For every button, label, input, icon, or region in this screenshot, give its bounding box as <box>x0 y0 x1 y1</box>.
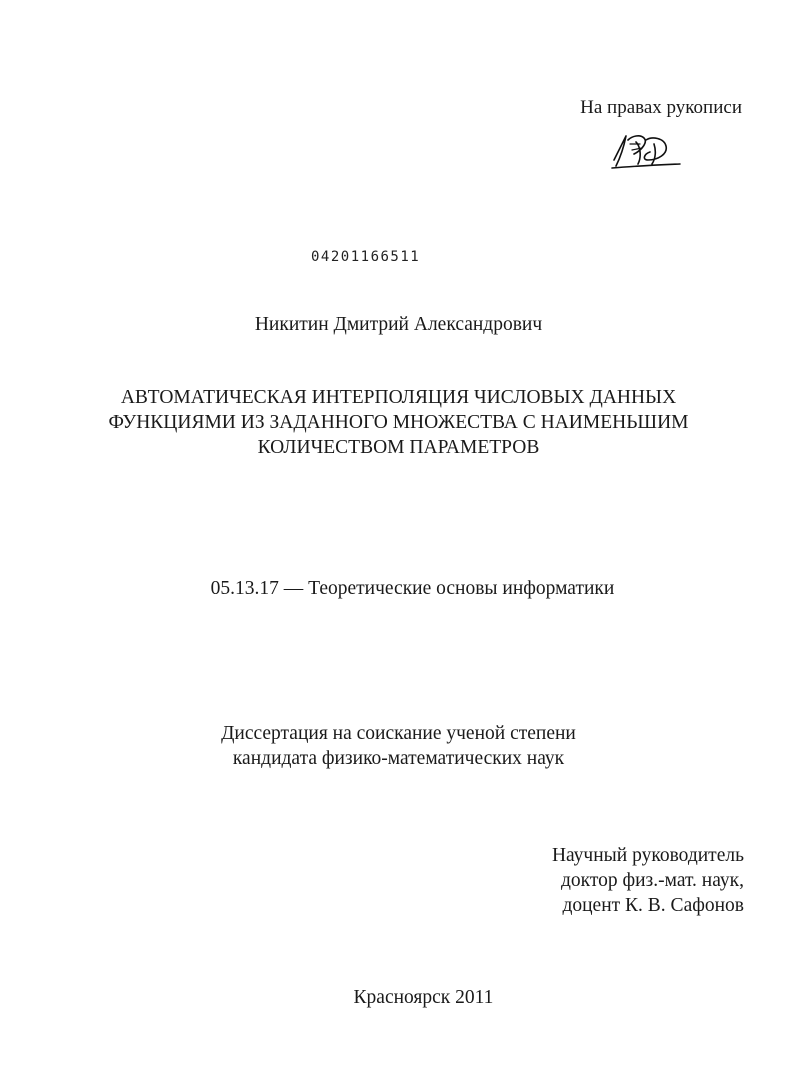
title-line: АВТОМАТИЧЕСКАЯ ИНТЕРПОЛЯЦИЯ ЧИСЛОВЫХ ДАННЫХ <box>120 387 677 408</box>
supervisor-line: Научный руководитель <box>551 845 744 866</box>
title-line: КОЛИЧЕСТВОМ ПАРАМЕТРОВ <box>257 437 540 458</box>
author-name: Никитин Дмитрий Александрович <box>254 314 543 335</box>
document-code: 04201166511 <box>311 249 421 265</box>
supervisor-line: доцент К. В. Сафонов <box>562 895 744 916</box>
title-line: ФУНКЦИЯМИ ИЗ ЗАДАННОГО МНОЖЕСТВА С НАИМЕНЬШИМ <box>108 412 689 433</box>
degree-statement <box>0 721 797 771</box>
signature-icon <box>606 130 682 172</box>
specialty-code: 05.13.17 — Теоретические основы информатики <box>210 578 615 599</box>
supervisor-block <box>552 843 744 918</box>
dissertation-title <box>0 385 797 460</box>
degree-line: Диссертация на соискание ученой степени <box>221 723 576 744</box>
degree-line: кандидата физико-математических наук <box>232 748 565 769</box>
supervisor-line: доктор физ.-мат. наук, <box>560 870 744 891</box>
city-year: Красноярск 2011 <box>353 987 494 1008</box>
manuscript-note: На правах рукописи <box>580 97 742 118</box>
